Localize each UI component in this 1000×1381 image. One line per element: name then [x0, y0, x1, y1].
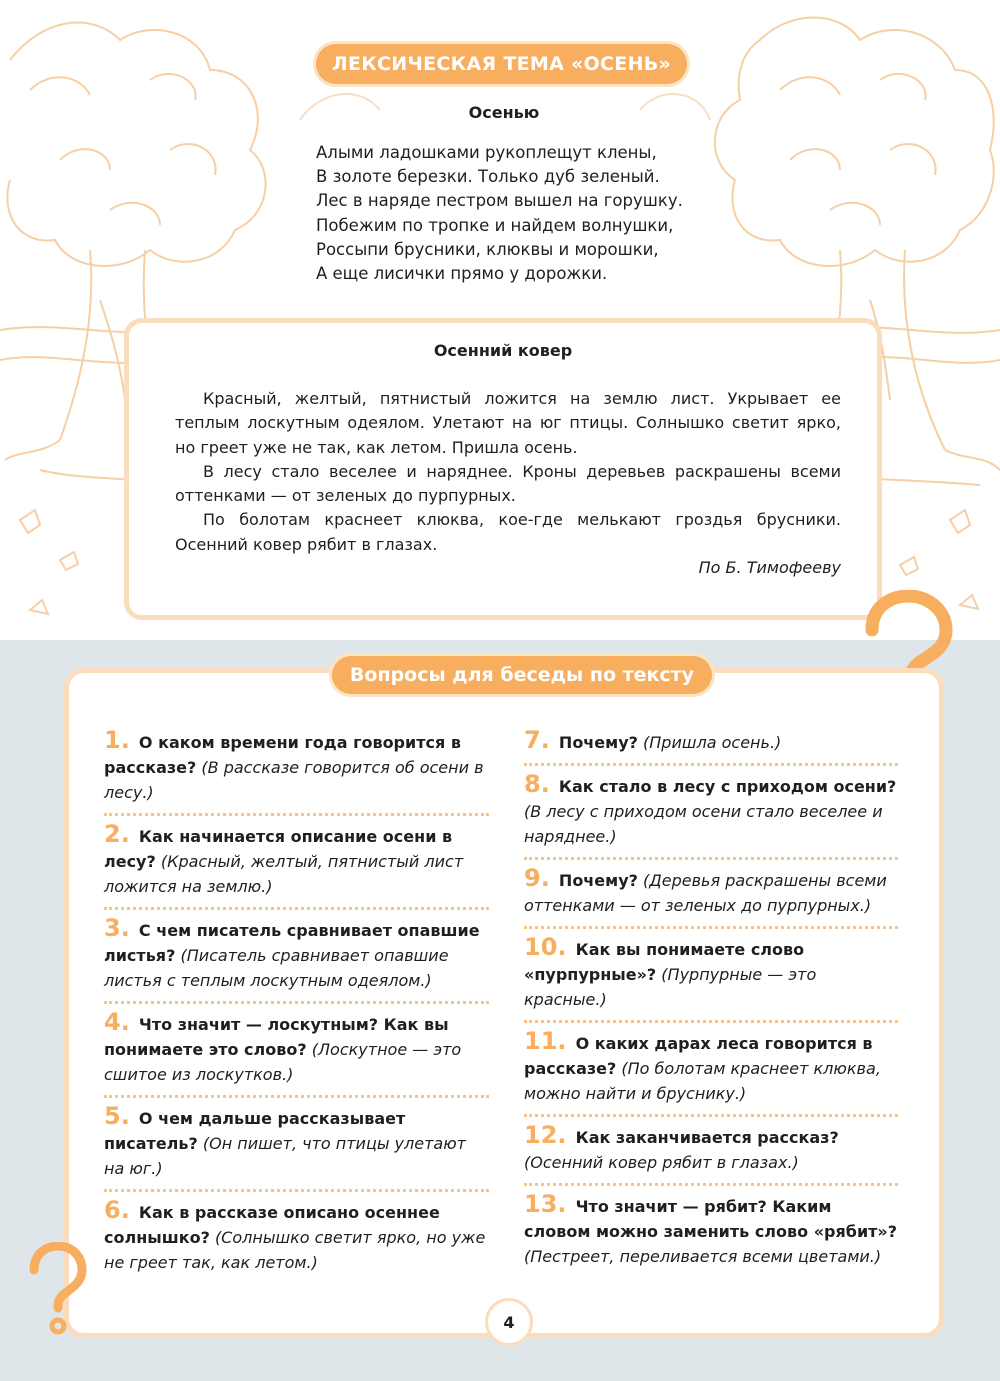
question-text: Как начинается описание осени в лесу?	[104, 827, 453, 871]
story-text	[175, 387, 841, 557]
poem-title: Осенью	[468, 103, 540, 122]
question-item	[104, 820, 489, 910]
question-item	[104, 726, 489, 816]
question-number: 12.	[524, 1121, 567, 1149]
question-number: 9.	[524, 864, 550, 892]
answer-text: (Солнышко светит ярко, но уже не греет так, как летом.)	[104, 1228, 486, 1272]
questions-title: Вопросы для беседы по тексту	[349, 664, 695, 686]
question-text: Как в рассказе описано осеннее солнышко?	[104, 1203, 440, 1247]
question-number: 4.	[104, 1008, 130, 1036]
story-title: Осенний ковер	[433, 341, 573, 360]
question-text: Почему?	[558, 733, 638, 752]
story-paragraph: В лесу стало веселее и наряднее. Кроны деревьев раскрашены всеми оттенками — от зеленых до пурпурных.	[175, 461, 841, 506]
question-item	[524, 933, 898, 1023]
answer-text: (Деревья раскрашены всеми оттенками — от зеленых до пурпурных.)	[524, 871, 887, 915]
poem-line: Алыми ладошками рукоплещут клены,	[316, 143, 657, 162]
story-paragraph: Красный, желтый, пятнистый ложится на землю лист. Укрывает ее теплым лоскутным одеялом. Улетают на юг птицы. Солнышко светит ярко, но греет уже не так, как летом. Пришла осень.	[175, 389, 841, 457]
question-item	[524, 1121, 898, 1186]
question-text: О каком времени года говорится в рассказе?	[104, 733, 461, 777]
story-paragraph: По болотам краснеет клюква, кое-где мелькают гроздья брусники. Осенний ковер рябит в глазах.	[175, 510, 841, 554]
question-number: 1.	[104, 726, 130, 754]
question-number: 7.	[524, 726, 550, 754]
poem-line: А еще лисички прямо у дорожки.	[316, 264, 608, 284]
answer-text: (По болотам краснеет клюква, можно найти и бруснику.)	[524, 1059, 881, 1103]
poem-line: Побежим по тропке и найдем волнушки,	[316, 215, 674, 235]
answer-text: (В рассказе говорится об осени в лесу.)	[104, 758, 484, 802]
question-number: 2.	[104, 820, 130, 848]
question-item	[104, 1008, 489, 1098]
question-text: Что значит — рябит? Каким словом можно заменить слово «рябит»?	[524, 1197, 898, 1241]
question-text: Почему?	[558, 871, 638, 890]
answer-text: (Пришла осень.)	[643, 733, 782, 752]
answer-text: (Пурпурные — это красные.)	[524, 965, 817, 1009]
story-card	[124, 318, 882, 620]
poem-line: В золоте березки. Только дуб зеленый.	[316, 167, 660, 187]
answer-text: (Лоскутное — это сшитое из лоскутков.)	[104, 1040, 462, 1084]
poem-line: Лес в наряде пестром вышел на горушку.	[316, 191, 683, 211]
story-author: По Б. Тимофееву	[698, 558, 841, 577]
question-item	[524, 726, 898, 766]
questions-right-column	[524, 726, 898, 1285]
question-item	[524, 864, 898, 929]
question-text: Как заканчивается рассказ?	[575, 1128, 839, 1147]
question-mark-icon	[26, 1242, 88, 1338]
question-number: 3.	[104, 914, 130, 942]
question-number: 5.	[104, 1102, 130, 1130]
question-number: 11.	[524, 1027, 567, 1055]
answer-text: (Пестреет, переливается всеми цветами.)	[524, 1247, 882, 1266]
question-number: 8.	[524, 770, 550, 798]
question-text: С чем писатель сравнивает опавшие листья?	[104, 921, 480, 965]
questions-left-column	[104, 726, 489, 1291]
question-item	[104, 1196, 489, 1283]
question-item	[524, 1027, 898, 1117]
answer-text: (В лесу с приходом осени стало веселее и наряднее.)	[524, 802, 883, 846]
question-number: 13.	[524, 1190, 567, 1218]
page-number	[485, 1298, 533, 1346]
topic-title: ЛЕКСИЧЕСКАЯ ТЕМА «ОСЕНЬ»	[331, 53, 672, 75]
answer-text: (Писатель сравнивает опавшие листья с теплым лоскутным одеялом.)	[104, 946, 449, 990]
question-item	[524, 770, 898, 860]
questions-title-banner	[332, 656, 712, 694]
answer-text: (Он пишет, что птицы улетают на юг.)	[104, 1134, 466, 1178]
page-number-text: 4	[503, 1312, 515, 1332]
question-item	[524, 1190, 898, 1277]
question-number: 6.	[104, 1196, 130, 1224]
question-text: Как стало в лесу с приходом осени?	[558, 777, 897, 796]
poem	[316, 141, 716, 286]
question-number: 10.	[524, 933, 567, 961]
question-text: Как вы понимаете слово «пурпурные»?	[524, 940, 805, 984]
question-text: Что значит — лоскутным? Как вы понимаете это слово?	[104, 1015, 449, 1059]
poem-line: Россыпи брусники, клюквы и морошки,	[316, 239, 659, 259]
answer-text: (Красный, желтый, пятнистый лист ложится на землю.)	[104, 852, 464, 896]
topic-title-banner	[316, 44, 687, 84]
question-text: О чем дальше рассказывает писатель?	[104, 1109, 406, 1153]
answer-text: (Осенний ковер рябит в глазах.)	[524, 1153, 799, 1172]
question-item	[104, 914, 489, 1004]
question-text: О каких дарах леса говорится в рассказе?	[524, 1034, 873, 1078]
question-item	[104, 1102, 489, 1192]
